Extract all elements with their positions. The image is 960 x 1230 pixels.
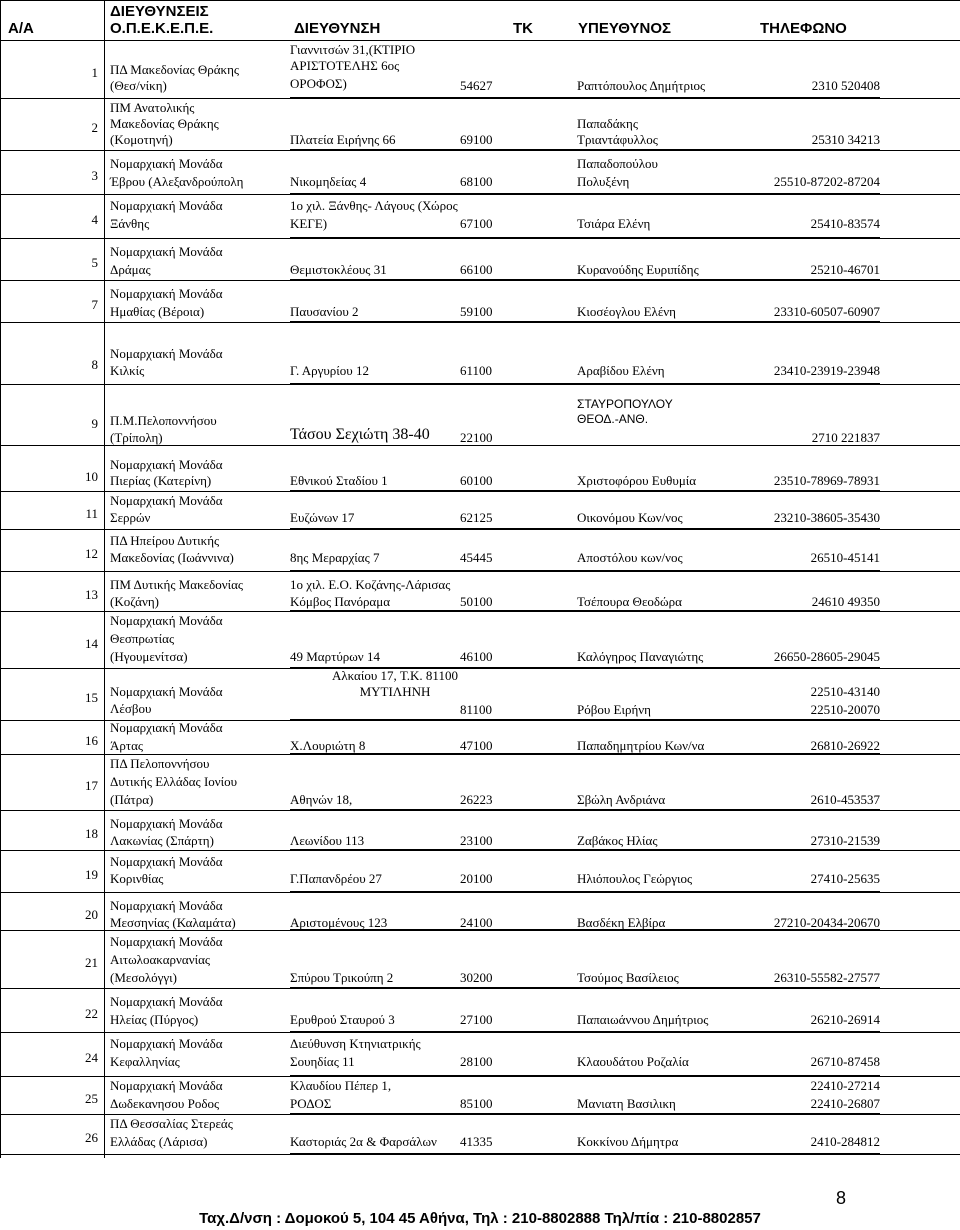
postal-code: 27100 xyxy=(460,1012,493,1027)
table-row xyxy=(0,338,960,384)
postal-code: 30200 xyxy=(460,970,493,985)
address: Γ. Αργυρίου 12 xyxy=(290,363,369,378)
postal-code: 61100 xyxy=(460,363,493,378)
directorate-name: Νομαρχιακή Μονάδα xyxy=(110,156,223,171)
table-row xyxy=(0,810,960,850)
phone-number: 27410-25635 xyxy=(810,871,880,886)
directorate-name: Νομαρχιακή Μονάδα xyxy=(110,720,223,735)
table-row xyxy=(0,150,960,194)
responsible-person: Κιοσέογλου Ελένη xyxy=(577,304,676,319)
phone-number: 25410-83574 xyxy=(810,216,880,231)
phone-number: 23410-23919-23948 xyxy=(773,363,880,378)
phone-number: 25310 34213 xyxy=(811,132,880,147)
phone-number: 26310-55582-27577 xyxy=(773,970,880,985)
table-row xyxy=(0,668,960,720)
address: Παυσανίου 2 xyxy=(290,304,359,319)
header-phone: ΤΗΛΕΦΩΝΟ xyxy=(760,20,847,37)
responsible-person: Τριαντάφυλλος xyxy=(577,132,658,147)
address: 8ης Μεραρχίας 7 xyxy=(290,550,380,565)
phone-number: 23310-60507-60907 xyxy=(773,304,880,319)
row-number: 11 xyxy=(85,506,98,521)
directorate-name: Νομαρχιακή Μονάδα xyxy=(110,934,223,949)
row-number: 1 xyxy=(91,65,98,80)
directorate-name: ΠΔ Ηπείρου Δυτικής xyxy=(110,533,220,548)
address: ΚΕΓΕ) xyxy=(290,216,328,231)
directorate-name: (Μεσολόγγι) xyxy=(110,970,177,985)
responsible-person: Κυρανούδης Ευριπίδης xyxy=(577,262,699,277)
postal-code: 67100 xyxy=(460,216,493,231)
header-postal-code: ΤΚ xyxy=(513,20,533,37)
responsible-person: Ρόβου Ειρήνη xyxy=(577,702,651,717)
header-responsible: ΥΠΕΥΘΥΝΟΣ xyxy=(578,20,672,37)
address: Καστοριάς 2α & Φαρσάλων xyxy=(290,1134,437,1149)
postal-code: 47100 xyxy=(460,738,493,753)
row-rule xyxy=(0,0,960,1)
directorate-name: (Θεσ/νίκη) xyxy=(110,78,167,93)
header-directorates-line2: Ο.Π.Ε.Κ.Ε.Π.Ε. xyxy=(110,20,214,37)
directorate-name: Νομαρχιακή Μονάδα xyxy=(110,346,223,361)
row-number: 24 xyxy=(85,1050,98,1065)
address: Σπύρου Τρικούπη 2 xyxy=(290,970,394,985)
table-row xyxy=(0,850,960,892)
directorate-name: Νομαρχιακή Μονάδα xyxy=(110,816,223,831)
directorate-name: Κορινθίας xyxy=(110,871,164,886)
table-row xyxy=(0,571,960,611)
row-number: 12 xyxy=(85,546,98,561)
directorate-name: Νομαρχιακή Μονάδα xyxy=(110,613,223,628)
directorate-name: Ηλείας (Πύργος) xyxy=(110,1012,199,1027)
table-row xyxy=(0,1032,960,1076)
directorate-name: Ελλάδας (Λάρισα) xyxy=(110,1134,208,1149)
directorate-name: Άρτας xyxy=(110,738,144,753)
row-number: 2 xyxy=(91,120,98,135)
responsible-person: Αραβίδου Ελένη xyxy=(577,363,665,378)
postal-code: 41335 xyxy=(460,1134,493,1149)
table-row xyxy=(0,930,960,988)
address: Ευζώνων 17 xyxy=(290,510,355,525)
table-row xyxy=(0,754,960,810)
table-row xyxy=(0,455,960,491)
phone-number: 22510-20070 xyxy=(810,702,880,717)
phone-number: 2410-284812 xyxy=(810,1134,880,1149)
row-number: 8 xyxy=(91,357,98,372)
address: Θεμιστοκλέους 31 xyxy=(290,262,387,277)
postal-code: 22100 xyxy=(460,430,493,445)
postal-code: 54627 xyxy=(460,78,493,93)
table-row xyxy=(0,40,960,98)
address: Αριστομένους 123 xyxy=(290,915,388,930)
table-header xyxy=(0,0,960,40)
table-row xyxy=(0,238,960,280)
row-number: 16 xyxy=(85,733,98,748)
address: ΟΡΟΦΟΣ) xyxy=(290,76,347,91)
phone-number: 26710-87458 xyxy=(810,1054,880,1069)
row-number: 22 xyxy=(85,1006,98,1021)
directorate-name: Ξάνθης xyxy=(110,216,150,231)
address: Κλαυδίου Πέπερ 1, xyxy=(290,1078,392,1093)
address: Σουηδίας 11 xyxy=(290,1054,355,1069)
row-number: 26 xyxy=(85,1130,98,1145)
directorate-name: ΠΜ Ανατολικής xyxy=(110,100,195,115)
phone-number: 26810-26922 xyxy=(810,738,880,753)
responsible-person: Οικονόμου Κων/νος xyxy=(577,510,683,525)
responsible-person: Παπαδάκης xyxy=(577,116,639,131)
responsible-person: Πολυξένη xyxy=(577,174,630,189)
directorate-name: Νομαρχιακή Μονάδα xyxy=(110,898,223,913)
address: Λεωνίδου 113 xyxy=(290,833,365,848)
responsible-person: Βασδέκη Ελβίρα xyxy=(577,915,666,930)
directorate-name: Λέσβου xyxy=(110,701,152,716)
phone-number: 26510-45141 xyxy=(810,550,880,565)
table-row xyxy=(0,395,960,445)
responsible-person: Ραπτόπουλος Δημήτριος xyxy=(577,78,706,93)
directorate-name: Δυτικής Ελλάδας Ιονίου xyxy=(110,774,238,789)
directorate-name: Νομαρχιακή Μονάδα xyxy=(110,457,223,472)
address: Γιαννιτσών 31,(ΚΤΙΡΙΟ xyxy=(290,42,416,57)
phone-number: 23210-38605-35430 xyxy=(773,510,880,525)
row-number: 18 xyxy=(85,826,98,841)
postal-code: 20100 xyxy=(460,871,493,886)
table-row xyxy=(0,280,960,322)
responsible-person: Σβώλη Ανδριάνα xyxy=(577,792,666,807)
header-address: ΔΙΕΥΘΥΝΣΗ xyxy=(294,20,381,37)
postal-code: 68100 xyxy=(460,174,493,189)
postal-code: 85100 xyxy=(460,1096,493,1111)
row-number: 13 xyxy=(85,587,98,602)
directorate-name: (Ηγουμενίτσα) xyxy=(110,649,188,664)
directorate-name: Νομαρχιακή Μονάδα xyxy=(110,1078,223,1093)
directorate-name: Μεσσηνίας (Καλαμάτα) xyxy=(110,915,236,930)
directorate-name: Νομαρχιακή Μονάδα xyxy=(110,1036,223,1051)
address: 1ο χιλ. Ε.Ο. Κοζάνης-Λάρισας xyxy=(290,577,451,592)
footer-address: Ταχ.Δ/νση : Δομοκού 5, 104 45 Αθήνα, Τηλ : 210-8802888 Τηλ/πία : 210-8802857 xyxy=(199,1210,761,1227)
phone-number: 2610-453537 xyxy=(810,792,880,807)
directorate-name: Ημαθίας (Βέροια) xyxy=(110,304,205,319)
directorate-name: Δωδεκανησου Ροδος xyxy=(110,1096,220,1111)
address: ΜΥΤΙΛΗΝΗ xyxy=(359,684,431,699)
address: Γ.Παπανδρέου 27 xyxy=(290,871,382,886)
row-number: 25 xyxy=(85,1091,98,1106)
directorate-name: (Κοζάνη) xyxy=(110,594,159,609)
row-number: 19 xyxy=(85,867,98,882)
postal-code: 50100 xyxy=(460,594,493,609)
directorate-name: ΠΔ Θεσσαλίας Στερεάς xyxy=(110,1116,233,1131)
directorate-name: Δράμας xyxy=(110,262,151,277)
address: Νικομηδείας 4 xyxy=(290,174,367,189)
directorate-name: Νομαρχιακή Μονάδα xyxy=(110,684,223,699)
directorate-name: (Πάτρα) xyxy=(110,792,154,807)
postal-code: 60100 xyxy=(460,473,493,488)
responsible-person: ΘΕΟΔ.-ΑΝΘ. xyxy=(577,412,649,426)
address: Διεύθυνση Κτηνιατρικής xyxy=(290,1036,421,1051)
address: Χ.Λουριώτη 8 xyxy=(290,738,366,753)
address: 49 Μαρτύρων 14 xyxy=(290,649,380,664)
responsible-person: Τσιάρα Ελένη xyxy=(577,216,651,231)
responsible-person: Τσούμος Βασίλειος xyxy=(577,970,679,985)
row-number: 9 xyxy=(91,416,98,431)
phone-number: 26650-28605-29045 xyxy=(773,649,880,664)
directorate-name: Νομαρχιακή Μονάδα xyxy=(110,198,223,213)
responsible-person: Τσέπουρα Θεοδώρα xyxy=(577,594,682,609)
directorate-name: Μακεδονίας (Ιωάννινα) xyxy=(110,550,234,565)
responsible-person: ΣΤΑΥΡΟΠΟΥΛΟΥ xyxy=(577,397,673,411)
phone-number: 24610 49350 xyxy=(811,594,880,609)
postal-code: 28100 xyxy=(460,1054,493,1069)
responsible-person: Κλαουδάτου Ροζαλία xyxy=(577,1054,689,1069)
header-aa: Α/Α xyxy=(8,20,34,37)
directorate-name: Αιτωλοακαρνανίας xyxy=(110,952,211,967)
address: Πλατεία Ειρήνης 66 xyxy=(290,132,396,147)
responsible-person: Αποστόλου κων/νος xyxy=(577,550,683,565)
table-row xyxy=(0,1076,960,1114)
phone-number: 27210-20434-20670 xyxy=(773,915,880,930)
phone-number: 25510-87202-87204 xyxy=(773,174,880,189)
table-row xyxy=(0,1114,960,1154)
row-number: 5 xyxy=(91,255,98,270)
address: Αλκαίου 17, Τ.Κ. 81100 xyxy=(332,668,458,683)
header-directorates-line1: ΔΙΕΥΘΥΝΣΕΙΣ xyxy=(110,3,209,20)
directorate-name: Νομαρχιακή Μονάδα xyxy=(110,493,223,508)
postal-code: 81100 xyxy=(460,702,493,717)
row-number: 20 xyxy=(85,907,98,922)
row-number: 17 xyxy=(85,778,98,793)
table-row xyxy=(0,892,960,930)
phone-number: 22410-26807 xyxy=(810,1096,880,1111)
table-row xyxy=(0,611,960,668)
directorate-name: Π.Μ.Πελοποννήσου xyxy=(110,413,217,428)
row-rule xyxy=(0,322,960,323)
directorate-name: Νομαρχιακή Μονάδα xyxy=(110,286,223,301)
table-row xyxy=(0,529,960,571)
directorate-name: ΠΔ Μακεδονίας Θράκης xyxy=(110,62,240,77)
phone-number: 2710 221837 xyxy=(811,430,880,445)
phone-number: 2310 520408 xyxy=(811,78,880,93)
address: Εθνικού Σταδίου 1 xyxy=(290,473,388,488)
postal-code: 23100 xyxy=(460,833,493,848)
row-number: 4 xyxy=(91,212,98,227)
postal-code: 59100 xyxy=(460,304,493,319)
postal-code: 24100 xyxy=(460,915,493,930)
address: Αθηνών 18, xyxy=(290,792,353,807)
row-number: 14 xyxy=(85,635,98,651)
postal-code: 69100 xyxy=(460,132,493,147)
directorate-name: Κιλκίς xyxy=(110,363,145,378)
postal-code: 66100 xyxy=(460,262,493,277)
phone-number: 26210-26914 xyxy=(810,1012,880,1027)
postal-code: 62125 xyxy=(460,510,493,525)
responsible-person: Ζαβάκος Ηλίας xyxy=(577,833,658,848)
row-rule xyxy=(0,384,960,385)
address: Κόμβος Πανόραμα xyxy=(290,594,391,609)
directorate-name: Νομαρχιακή Μονάδα xyxy=(110,994,223,1009)
responsible-person: Καλόγηρος Παναγιώτης xyxy=(577,649,704,664)
table-row xyxy=(0,988,960,1032)
responsible-person: Παπαδοπούλου xyxy=(577,156,658,171)
address: ΑΡΙΣΤΟΤΕΛΗΣ 6ος xyxy=(290,58,400,73)
table-row xyxy=(0,98,960,150)
page-number: 8 xyxy=(836,1188,847,1208)
responsible-person: Παπαιωάννου Δημήτριος xyxy=(577,1012,709,1027)
directorate-name: Πιερίας (Κατερίνη) xyxy=(110,473,212,488)
responsible-person: Μανιατη Βασιλικη xyxy=(577,1096,676,1111)
directorate-name: (Κομοτηνή) xyxy=(110,132,173,147)
directorate-name: Λακωνίας (Σπάρτη) xyxy=(110,833,214,848)
table-row xyxy=(0,491,960,529)
address: Ερυθρού Σταυρού 3 xyxy=(290,1012,395,1027)
directorate-name: Μακεδονίας Θράκης xyxy=(110,116,219,131)
address: 1ο χιλ. Ξάνθης- Λάγους (Χώρος xyxy=(290,198,458,213)
responsible-person: Χριστοφόρου Ευθυμία xyxy=(577,473,697,488)
phone-number: 25210-46701 xyxy=(810,262,880,277)
directorate-name: Θεσπρωτίας xyxy=(110,631,175,646)
responsible-person: Ηλιόπουλος Γεώργιος xyxy=(577,871,693,886)
responsible-person: Παπαδημητρίου Κων/να xyxy=(577,738,705,753)
directorate-name: ΠΔ Πελοποννήσου xyxy=(110,756,210,771)
directorate-name: Έβρου (Αλεξανδρούπολη xyxy=(110,174,244,189)
postal-code: 45445 xyxy=(460,550,493,565)
responsible-person: Κοκκίνου Δήμητρα xyxy=(577,1134,679,1149)
row-number: 7 xyxy=(91,297,98,312)
row-number: 21 xyxy=(85,955,98,970)
phone-number: 27310-21539 xyxy=(810,833,880,848)
row-number: 10 xyxy=(85,469,98,484)
directorate-name: Νομαρχιακή Μονάδα xyxy=(110,854,223,869)
directorate-name: Νομαρχιακή Μονάδα xyxy=(110,244,223,259)
row-rule xyxy=(0,1154,960,1155)
address: ΡΟΔΟΣ xyxy=(290,1096,332,1111)
address: Τάσου Σεχιώτη 38-40 xyxy=(290,426,430,443)
row-number: 3 xyxy=(91,168,98,183)
phone-number: 22510-43140 xyxy=(810,684,880,699)
phone-number: 22410-27214 xyxy=(810,1078,880,1093)
table-row xyxy=(0,194,960,238)
postal-code: 46100 xyxy=(460,649,493,664)
phone-number: 23510-78969-78931 xyxy=(773,473,880,488)
directorate-name: Σερρών xyxy=(110,510,151,525)
row-number: 15 xyxy=(85,690,98,705)
postal-code: 26223 xyxy=(460,792,493,807)
table-row xyxy=(0,720,960,754)
directorate-name: (Τρίπολη) xyxy=(110,430,163,445)
directorate-name: Κεφαλληνίας xyxy=(110,1054,180,1069)
directorate-name: ΠΜ Δυτικής Μακεδονίας xyxy=(110,577,244,592)
